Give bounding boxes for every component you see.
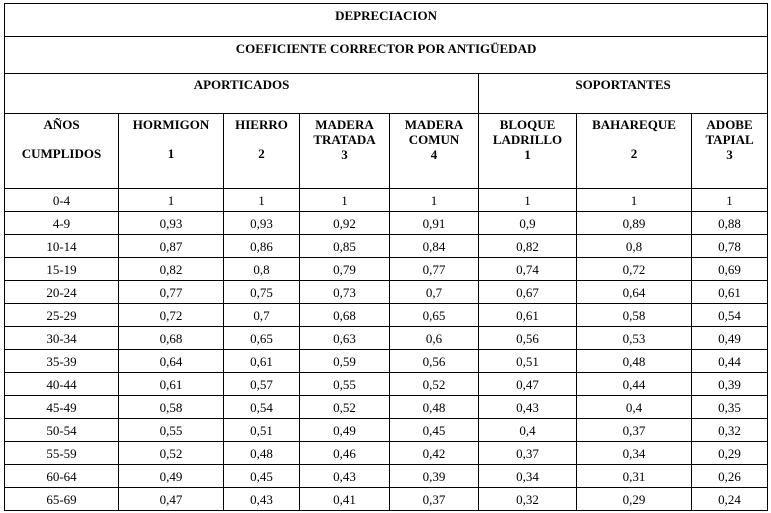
madera-comun-cell: 0,7 — [390, 281, 479, 304]
header-madera-comun-b: COMUN — [408, 132, 460, 147]
hierro-cell: 0,45 — [224, 465, 300, 488]
hormigon-cell: 0,68 — [119, 327, 224, 350]
header-adobe-tapial-num: 3 — [726, 147, 733, 162]
header-bahareque-name: BAHAREQUE — [592, 117, 676, 132]
header-years — [5, 114, 119, 189]
hormigon-cell: 0,47 — [119, 488, 224, 511]
header-bloque-ladrillo — [479, 114, 577, 189]
hormigon-cell: 0,77 — [119, 281, 224, 304]
bloque-ladrillo-cell: 0,34 — [479, 465, 577, 488]
header-years-line1: AÑOS — [43, 117, 80, 132]
header-hormigon-name: HORMIGON — [132, 117, 210, 132]
bahareque-cell: 0,64 — [577, 281, 692, 304]
header-hierro-name: HIERRO — [235, 117, 288, 132]
years-cell: 30-34 — [5, 327, 119, 350]
years-cell: 0-4 — [5, 189, 119, 212]
header-hormigon — [119, 114, 224, 189]
madera-comun-cell: 0,84 — [390, 235, 479, 258]
hierro-cell: 0,48 — [224, 442, 300, 465]
table-row — [5, 350, 768, 373]
bloque-ladrillo-cell: 0,9 — [479, 212, 577, 235]
years-cell: 55-59 — [5, 442, 119, 465]
hierro-cell: 0,93 — [224, 212, 300, 235]
hormigon-cell: 0,61 — [119, 373, 224, 396]
madera-tratada-cell: 0,49 — [300, 419, 390, 442]
bahareque-cell: 0,34 — [577, 442, 692, 465]
years-cell: 60-64 — [5, 465, 119, 488]
madera-comun-cell: 0,65 — [390, 304, 479, 327]
hormigon-cell: 0,55 — [119, 419, 224, 442]
table-row — [5, 212, 768, 235]
years-cell: 15-19 — [5, 258, 119, 281]
hierro-cell: 0,86 — [224, 235, 300, 258]
bahareque-cell: 0,8 — [577, 235, 692, 258]
madera-comun-cell: 0,37 — [390, 488, 479, 511]
bahareque-cell: 0,89 — [577, 212, 692, 235]
madera-comun-cell: 0,45 — [390, 419, 479, 442]
bloque-ladrillo-cell: 1 — [479, 189, 577, 212]
hierro-cell: 0,7 — [224, 304, 300, 327]
madera-tratada-cell: 0,55 — [300, 373, 390, 396]
hormigon-cell: 0,87 — [119, 235, 224, 258]
adobe-tapial-cell: 1 — [692, 189, 768, 212]
table-row — [5, 442, 768, 465]
madera-comun-cell: 0,91 — [390, 212, 479, 235]
header-hierro-num: 2 — [258, 146, 265, 161]
adobe-tapial-cell: 0,26 — [692, 465, 768, 488]
adobe-tapial-cell: 0,32 — [692, 419, 768, 442]
madera-tratada-cell: 0,63 — [300, 327, 390, 350]
adobe-tapial-cell: 0,35 — [692, 396, 768, 419]
header-madera-tratada — [300, 114, 390, 189]
hormigon-cell: 0,58 — [119, 396, 224, 419]
years-cell: 45-49 — [5, 396, 119, 419]
table-row — [5, 281, 768, 304]
bahareque-cell: 0,48 — [577, 350, 692, 373]
adobe-tapial-cell: 0,24 — [692, 488, 768, 511]
subtitle-row — [5, 37, 768, 74]
bahareque-cell: 0,44 — [577, 373, 692, 396]
bahareque-cell: 0,53 — [577, 327, 692, 350]
madera-comun-cell: 1 — [390, 189, 479, 212]
adobe-tapial-cell: 0,69 — [692, 258, 768, 281]
table-row — [5, 304, 768, 327]
adobe-tapial-cell: 0,49 — [692, 327, 768, 350]
hierro-cell: 0,57 — [224, 373, 300, 396]
header-madera-comun-num: 4 — [430, 147, 438, 162]
madera-tratada-cell: 0,85 — [300, 235, 390, 258]
column-header-row — [5, 114, 768, 189]
years-cell: 25-29 — [5, 304, 119, 327]
hormigon-cell: 0,49 — [119, 465, 224, 488]
header-bloque-ladrillo-num: 1 — [524, 147, 531, 162]
group-row — [5, 74, 768, 114]
years-cell: 20-24 — [5, 281, 119, 304]
madera-tratada-cell: 0,79 — [300, 258, 390, 281]
table-title: DEPRECIACION — [5, 4, 768, 37]
years-cell: 10-14 — [5, 235, 119, 258]
table-row — [5, 488, 768, 511]
adobe-tapial-cell: 0,29 — [692, 442, 768, 465]
header-hierro — [224, 114, 300, 189]
madera-tratada-cell: 0,73 — [300, 281, 390, 304]
table-row — [5, 258, 768, 281]
madera-tratada-cell: 1 — [300, 189, 390, 212]
header-adobe-tapial-a: ADOBE — [706, 117, 753, 132]
depreciation-table-container — [4, 3, 771, 511]
madera-tratada-cell: 0,59 — [300, 350, 390, 373]
table-body — [5, 4, 768, 189]
madera-comun-cell: 0,77 — [390, 258, 479, 281]
bloque-ladrillo-cell: 0,56 — [479, 327, 577, 350]
table-row — [5, 465, 768, 488]
header-bloque-ladrillo-a: BLOQUE — [499, 117, 556, 132]
hierro-cell: 0,61 — [224, 350, 300, 373]
adobe-tapial-cell: 0,44 — [692, 350, 768, 373]
hormigon-cell: 0,52 — [119, 442, 224, 465]
hierro-cell: 1 — [224, 189, 300, 212]
bloque-ladrillo-cell: 0,37 — [479, 442, 577, 465]
bahareque-cell: 0,31 — [577, 465, 692, 488]
group-soportantes: SOPORTANTES — [479, 74, 768, 114]
hormigon-cell: 0,93 — [119, 212, 224, 235]
madera-tratada-cell: 0,43 — [300, 465, 390, 488]
table-row — [5, 396, 768, 419]
hierro-cell: 0,75 — [224, 281, 300, 304]
header-madera-tratada-a: MADERA — [315, 117, 374, 132]
table-row — [5, 373, 768, 396]
header-madera-tratada-b: TRATADA — [313, 132, 376, 147]
madera-comun-cell: 0,48 — [390, 396, 479, 419]
hormigon-cell: 0,72 — [119, 304, 224, 327]
hormigon-cell: 0,64 — [119, 350, 224, 373]
table-row — [5, 327, 768, 350]
hormigon-cell: 0,82 — [119, 258, 224, 281]
madera-comun-cell: 0,6 — [390, 327, 479, 350]
bloque-ladrillo-cell: 0,4 — [479, 419, 577, 442]
header-madera-tratada-num: 3 — [341, 147, 348, 162]
madera-tratada-cell: 0,46 — [300, 442, 390, 465]
years-cell: 50-54 — [5, 419, 119, 442]
bloque-ladrillo-cell: 0,82 — [479, 235, 577, 258]
adobe-tapial-cell: 0,61 — [692, 281, 768, 304]
hierro-cell: 0,8 — [224, 258, 300, 281]
table-row — [5, 419, 768, 442]
data-body — [5, 189, 768, 511]
hierro-cell: 0,43 — [224, 488, 300, 511]
madera-comun-cell: 0,42 — [390, 442, 479, 465]
adobe-tapial-cell: 0,54 — [692, 304, 768, 327]
header-years-line2: CUMPLIDOS — [21, 146, 102, 161]
group-aporticados: APORTICADOS — [5, 74, 479, 114]
hierro-cell: 0,54 — [224, 396, 300, 419]
header-adobe-tapial-b: TAPIAL — [705, 132, 754, 147]
bahareque-cell: 0,37 — [577, 419, 692, 442]
header-adobe-tapial — [692, 114, 768, 189]
madera-comun-cell: 0,56 — [390, 350, 479, 373]
bahareque-cell: 1 — [577, 189, 692, 212]
bahareque-cell: 0,72 — [577, 258, 692, 281]
header-bahareque — [577, 114, 692, 189]
title-row — [5, 4, 768, 37]
table-row — [5, 235, 768, 258]
bloque-ladrillo-cell: 0,32 — [479, 488, 577, 511]
bahareque-cell: 0,58 — [577, 304, 692, 327]
years-cell: 35-39 — [5, 350, 119, 373]
header-madera-comun-a: MADERA — [404, 117, 464, 132]
bloque-ladrillo-cell: 0,61 — [479, 304, 577, 327]
bloque-ladrillo-cell: 0,43 — [479, 396, 577, 419]
madera-tratada-cell: 0,68 — [300, 304, 390, 327]
adobe-tapial-cell: 0,78 — [692, 235, 768, 258]
hierro-cell: 0,51 — [224, 419, 300, 442]
years-cell: 40-44 — [5, 373, 119, 396]
madera-tratada-cell: 0,41 — [300, 488, 390, 511]
table-subtitle: COEFICIENTE CORRECTOR POR ANTIGÜEDAD — [5, 37, 768, 74]
bloque-ladrillo-cell: 0,51 — [479, 350, 577, 373]
bloque-ladrillo-cell: 0,67 — [479, 281, 577, 304]
madera-comun-cell: 0,39 — [390, 465, 479, 488]
bahareque-cell: 0,4 — [577, 396, 692, 419]
madera-tratada-cell: 0,52 — [300, 396, 390, 419]
bahareque-cell: 0,29 — [577, 488, 692, 511]
table-row — [5, 189, 768, 212]
depreciation-table — [4, 3, 768, 511]
hierro-cell: 0,65 — [224, 327, 300, 350]
years-cell: 4-9 — [5, 212, 119, 235]
madera-comun-cell: 0,52 — [390, 373, 479, 396]
bloque-ladrillo-cell: 0,47 — [479, 373, 577, 396]
years-cell: 65-69 — [5, 488, 119, 511]
hormigon-cell: 1 — [119, 189, 224, 212]
header-bahareque-num: 2 — [630, 146, 638, 161]
adobe-tapial-cell: 0,39 — [692, 373, 768, 396]
header-madera-comun — [390, 114, 479, 189]
header-hormigon-num: 1 — [167, 146, 175, 161]
adobe-tapial-cell: 0,88 — [692, 212, 768, 235]
bloque-ladrillo-cell: 0,74 — [479, 258, 577, 281]
madera-tratada-cell: 0,92 — [300, 212, 390, 235]
header-bloque-ladrillo-b: LADRILLO — [492, 132, 563, 147]
